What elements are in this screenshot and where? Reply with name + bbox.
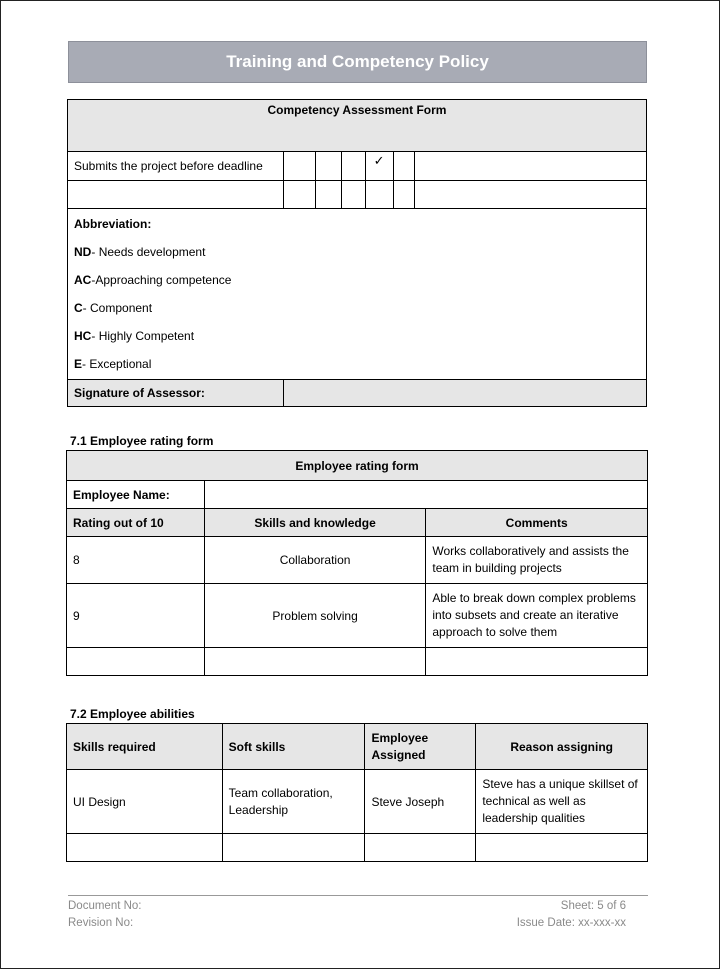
reason-cell[interactable]: [476, 834, 648, 862]
column-header: Reason assigning: [476, 724, 648, 770]
comment-cell[interactable]: [426, 648, 648, 676]
comment-value: Able to break down complex problems into subsets and create an iterative approach to solve them: [426, 584, 648, 648]
table-row: [67, 584, 648, 648]
criterion-label-empty[interactable]: [68, 181, 284, 209]
rating-cell[interactable]: [341, 181, 365, 209]
table-row: [67, 537, 648, 584]
abbreviation-item: AC-Approaching competence: [74, 273, 232, 287]
column-header: Soft skills: [222, 724, 365, 770]
issue-date: Issue Date: xx-xxx-xx: [516, 917, 626, 929]
assessment-form-title: Competency Assessment Form: [68, 100, 647, 152]
rating-cell[interactable]: [283, 152, 315, 181]
signature-field[interactable]: [283, 380, 646, 407]
signature-label: Signature of Assessor:: [68, 380, 284, 407]
rating-cell[interactable]: [341, 152, 365, 181]
column-header: Rating out of 10: [67, 509, 205, 537]
abbreviation-item: E- Exceptional: [74, 357, 152, 371]
abbreviation-block: [68, 209, 647, 380]
rating-cell[interactable]: [283, 181, 315, 209]
column-header: Skills and knowledge: [204, 509, 426, 537]
column-header: Employee Assigned: [365, 724, 476, 770]
employee-name-field[interactable]: [204, 481, 647, 509]
document-number-label: Document No:: [68, 900, 142, 912]
employee-rating-table: [66, 450, 648, 676]
skill-value: Collaboration: [204, 537, 426, 584]
rating-form-title: Employee rating form: [67, 451, 648, 481]
table-row-empty: [67, 648, 648, 676]
rating-cell[interactable]: [315, 181, 341, 209]
soft-skills-value: Team collaboration, Leadership: [222, 770, 365, 834]
rating-value: 8: [67, 537, 205, 584]
page-title: Training and Competency Policy: [68, 41, 647, 83]
rating-cell[interactable]: [67, 648, 205, 676]
reason-value: Steve has a unique skillset of technical as well as leadership qualities: [476, 770, 648, 834]
table-row: [67, 770, 648, 834]
rating-value: 9: [67, 584, 205, 648]
revision-number-label: Revision No:: [68, 917, 134, 929]
table-row-empty: [67, 834, 648, 862]
criterion-label: Submits the project before deadline: [68, 152, 284, 181]
soft-skills-cell[interactable]: [222, 834, 365, 862]
comment-cell[interactable]: [415, 152, 647, 181]
skill-cell[interactable]: [204, 648, 426, 676]
skill-cell[interactable]: [67, 834, 223, 862]
column-header: Skills required: [67, 724, 223, 770]
employee-abilities-table: [66, 723, 648, 862]
competency-assessment-table: [67, 99, 647, 407]
column-header: Comments: [426, 509, 648, 537]
abbreviation-item: ND- Needs development: [74, 245, 206, 259]
skill-value: Problem solving: [204, 584, 426, 648]
abbreviation-title: Abbreviation:: [74, 217, 152, 231]
comment-value: Works collaboratively and assists the team in building projects: [426, 537, 648, 584]
employee-assigned-value: Steve Joseph: [365, 770, 476, 834]
checkmark-icon: ✓: [365, 152, 393, 181]
employee-name-label: Employee Name:: [67, 481, 205, 509]
abbreviation-item: C- Component: [74, 301, 153, 315]
rating-cell[interactable]: [315, 152, 341, 181]
page-footer: [68, 895, 648, 932]
comment-cell[interactable]: [415, 181, 647, 209]
rating-cell[interactable]: [393, 181, 415, 209]
abbreviation-item: HC- Highly Competent: [74, 329, 195, 343]
rating-cell[interactable]: [365, 181, 393, 209]
abilities-section-heading: 7.2 Employee abilities: [70, 707, 195, 721]
skill-required-value: UI Design: [67, 770, 223, 834]
rating-cell[interactable]: [393, 152, 415, 181]
sheet-number: Sheet: 5 of 6: [560, 900, 626, 912]
rating-section-heading: 7.1 Employee rating form: [70, 434, 214, 448]
employee-cell[interactable]: [365, 834, 476, 862]
